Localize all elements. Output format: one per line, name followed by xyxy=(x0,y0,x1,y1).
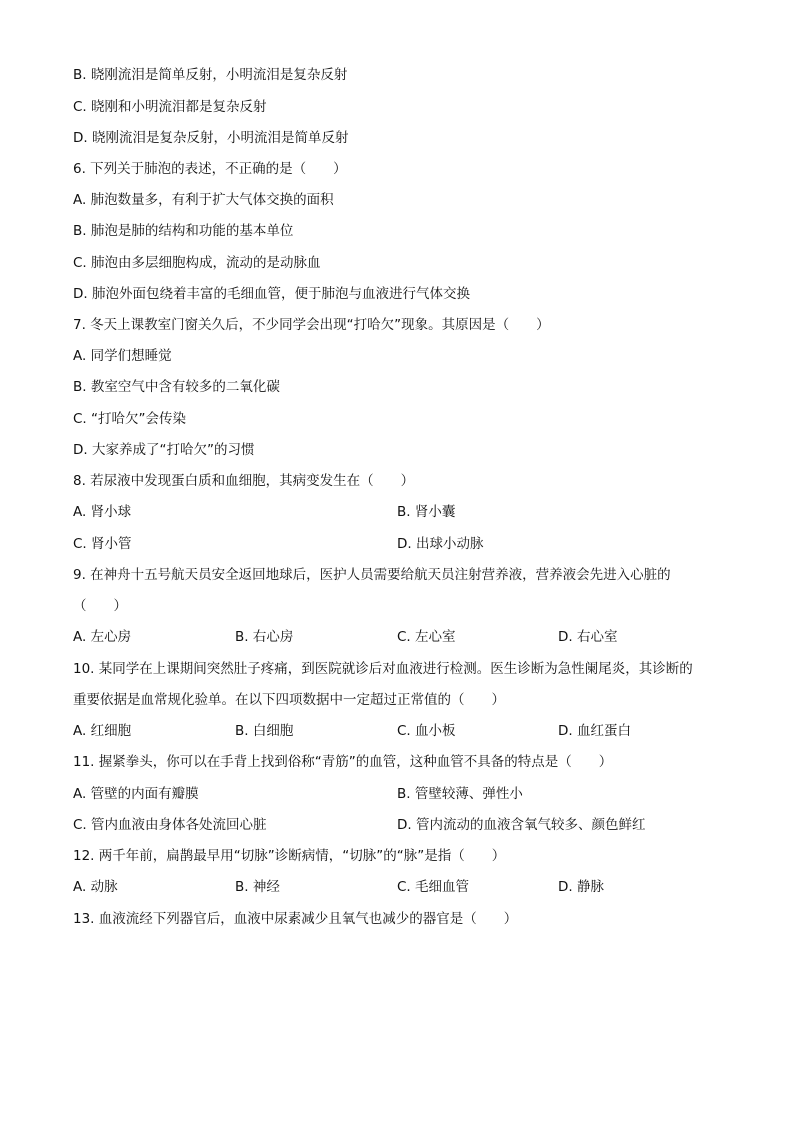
q7-option-c: C. “打哈欠”会传染 xyxy=(73,411,186,427)
q9-option-b: B. 右心房 xyxy=(235,629,294,645)
q8-option-b: B. 肾小囊 xyxy=(397,504,456,520)
q5-option-b: B. 晓刚流泪是简单反射，小明流泪是复杂反射 xyxy=(73,67,348,83)
q7-option-b: B. 教室空气中含有较多的二氧化碳 xyxy=(73,379,280,395)
q8-option-a: A. 肾小球 xyxy=(73,504,132,520)
q6-option-a: A. 肺泡数量多，有利于扩大气体交换的面积 xyxy=(73,192,334,208)
q11-option-a: A. 管壁的内面有瓣膜 xyxy=(73,786,199,802)
q11-option-b: B. 管壁较薄、弹性小 xyxy=(397,786,523,802)
q8-option-c: C. 肾小管 xyxy=(73,536,132,552)
q8-stem: 8. 若尿液中发现蛋白质和血细胞，其病变发生在（ ） xyxy=(73,473,415,489)
q9-stem: 9. 在神舟十五号航天员安全返回地球后，医护人员需要给航天员注射营养液，营养液会先进入心脏的 xyxy=(73,567,671,583)
q12-option-d: D. 静脉 xyxy=(558,879,604,895)
q9-stem-cont: （ ） xyxy=(73,598,127,614)
q11-option-c: C. 管内血液由身体各处流回心脏 xyxy=(73,817,267,833)
q11-stem: 11. 握紧拳头，你可以在手背上找到俗称“青筋”的血管，这种血管不具备的特点是（ ） xyxy=(73,754,613,770)
q5-option-c: C. 晓刚和小明流泪都是复杂反射 xyxy=(73,99,267,115)
q12-option-a: A. 动脉 xyxy=(73,879,118,895)
q9-option-a: A. 左心房 xyxy=(73,629,132,645)
q8-option-d: D. 出球小动脉 xyxy=(397,536,484,552)
q12-option-c: C. 毛细血管 xyxy=(397,879,470,895)
q10-option-b: B. 白细胞 xyxy=(235,723,294,739)
q6-option-b: B. 肺泡是肺的结构和功能的基本单位 xyxy=(73,223,294,239)
q13-stem: 13. 血液流经下列器官后，血液中尿素减少且氧气也减少的器官是（ ） xyxy=(73,911,518,927)
q11-option-d: D. 管内流动的血液含氧气较多、颜色鲜红 xyxy=(397,817,646,833)
q5-option-d: D. 晓刚流泪是复杂反射，小明流泪是简单反射 xyxy=(73,130,349,146)
q12-stem: 12. 两千年前，扁鹊最早用“切脉”诊断病情，“切脉”的“脉”是指（ ） xyxy=(73,848,506,864)
q6-option-c: C. 肺泡由多层细胞构成，流动的是动脉血 xyxy=(73,255,321,271)
q7-option-d: D. 大家养成了“打哈欠”的习惯 xyxy=(73,442,255,458)
q9-option-d: D. 右心室 xyxy=(558,629,618,645)
q10-option-d: D. 血红蛋白 xyxy=(558,723,631,739)
q7-stem: 7. 冬天上课教室门窗关久后，不少同学会出现“打哈欠”现象。其原因是（ ） xyxy=(73,317,550,333)
q7-option-a: A. 同学们想睡觉 xyxy=(73,348,172,364)
q9-option-c: C. 左心室 xyxy=(397,629,456,645)
q10-option-c: C. 血小板 xyxy=(397,723,456,739)
q6-stem: 6. 下列关于肺泡的表述，不正确的是（ ） xyxy=(73,161,347,177)
q10-stem: 10. 某同学在上课期间突然肚子疼痛，到医院就诊后对血液进行检测。医生诊断为急性阑尾炎，其诊断的 xyxy=(73,661,693,677)
q12-option-b: B. 神经 xyxy=(235,879,280,895)
q10-stem-cont: 重要依据是血常规化验单。在以下四项数据中一定超过正常值的（ ） xyxy=(73,692,505,708)
q10-option-a: A. 红细胞 xyxy=(73,723,132,739)
q6-option-d: D. 肺泡外面包绕着丰富的毛细血管，便于肺泡与血液进行气体交换 xyxy=(73,286,470,302)
